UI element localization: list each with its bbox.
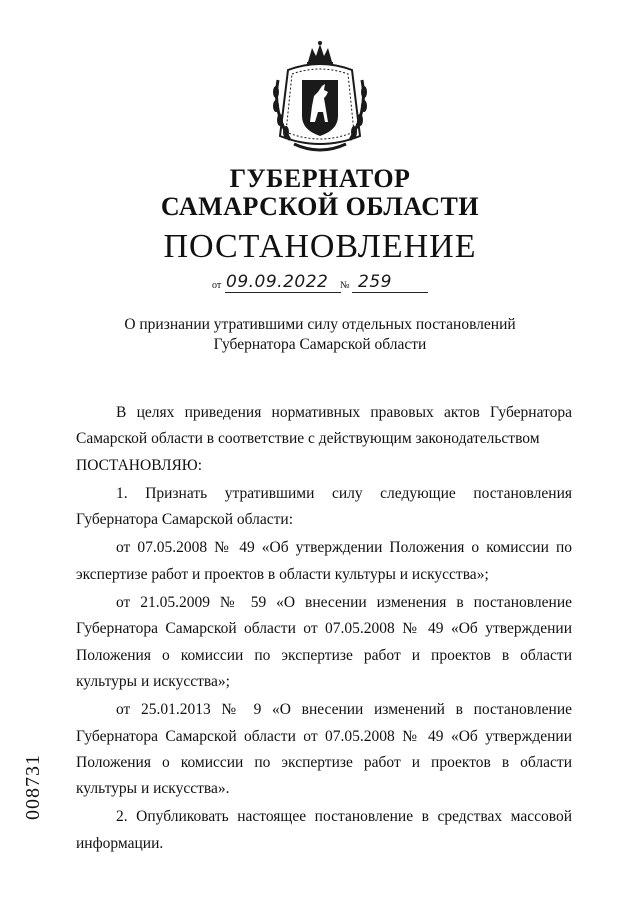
region-title: САМАРСКОЙ ОБЛАСТИ xyxy=(160,192,480,221)
body-paragraph-act-3: от 25.01.2013 № 9 «О внесении изменений в постановление Губернатора Самарской области от 07.05.2008 № 49 «Об утверждении Положения о комиссии по экспертизе работ и проектов в области культуры и искусства». xyxy=(76,701,572,798)
date-value: 09.09.2022 xyxy=(226,272,329,292)
document-type-heading: ПОСТАНОВЛЕНИЕ xyxy=(163,228,477,265)
document-body xyxy=(76,400,572,859)
date-number-line xyxy=(212,272,432,296)
number-value: 259 xyxy=(358,272,392,292)
number-sign: № xyxy=(340,280,350,291)
margin-registration-number: 008731 xyxy=(22,754,44,820)
body-paragraph-item-2: 2. Опубликовать настоящее постановление в средствах массовой информации. xyxy=(76,808,572,852)
body-paragraph-decree: ПОСТАНОВЛЯЮ: xyxy=(76,456,203,474)
body-paragraph-item-1: 1. Признать утратившими силу следующие постановления Губернатора Самарской области: xyxy=(76,484,572,529)
document-subject xyxy=(0,315,640,355)
subject-line-2: Губернатора Самарской области xyxy=(213,336,427,353)
body-paragraph-act-1: от 07.05.2008 № 49 «Об утверждении Положения о комиссии по экспертизе работ и проектов в области культуры и искусства»; xyxy=(76,539,572,583)
body-paragraph-act-2: от 21.05.2009 № 59 «О внесении изменения в постановление Губернатора Самарской области от 07.05.2008 № 49 «Об утверждении Положения о комиссии по экспертизе работ и проектов в области культуры и искусства»; xyxy=(76,594,572,690)
body-paragraph-preamble: В целях приведения нормативных правовых актов Губернатора Самарской области в соответствие с действующим законодательством xyxy=(76,404,572,448)
date-prefix: от xyxy=(212,280,222,291)
subject-line-1: О признании утратившими силу отдельных постановлений xyxy=(124,316,516,333)
coat-of-arms-icon xyxy=(268,40,372,158)
governor-title: ГУБЕРНАТОР xyxy=(229,164,411,193)
